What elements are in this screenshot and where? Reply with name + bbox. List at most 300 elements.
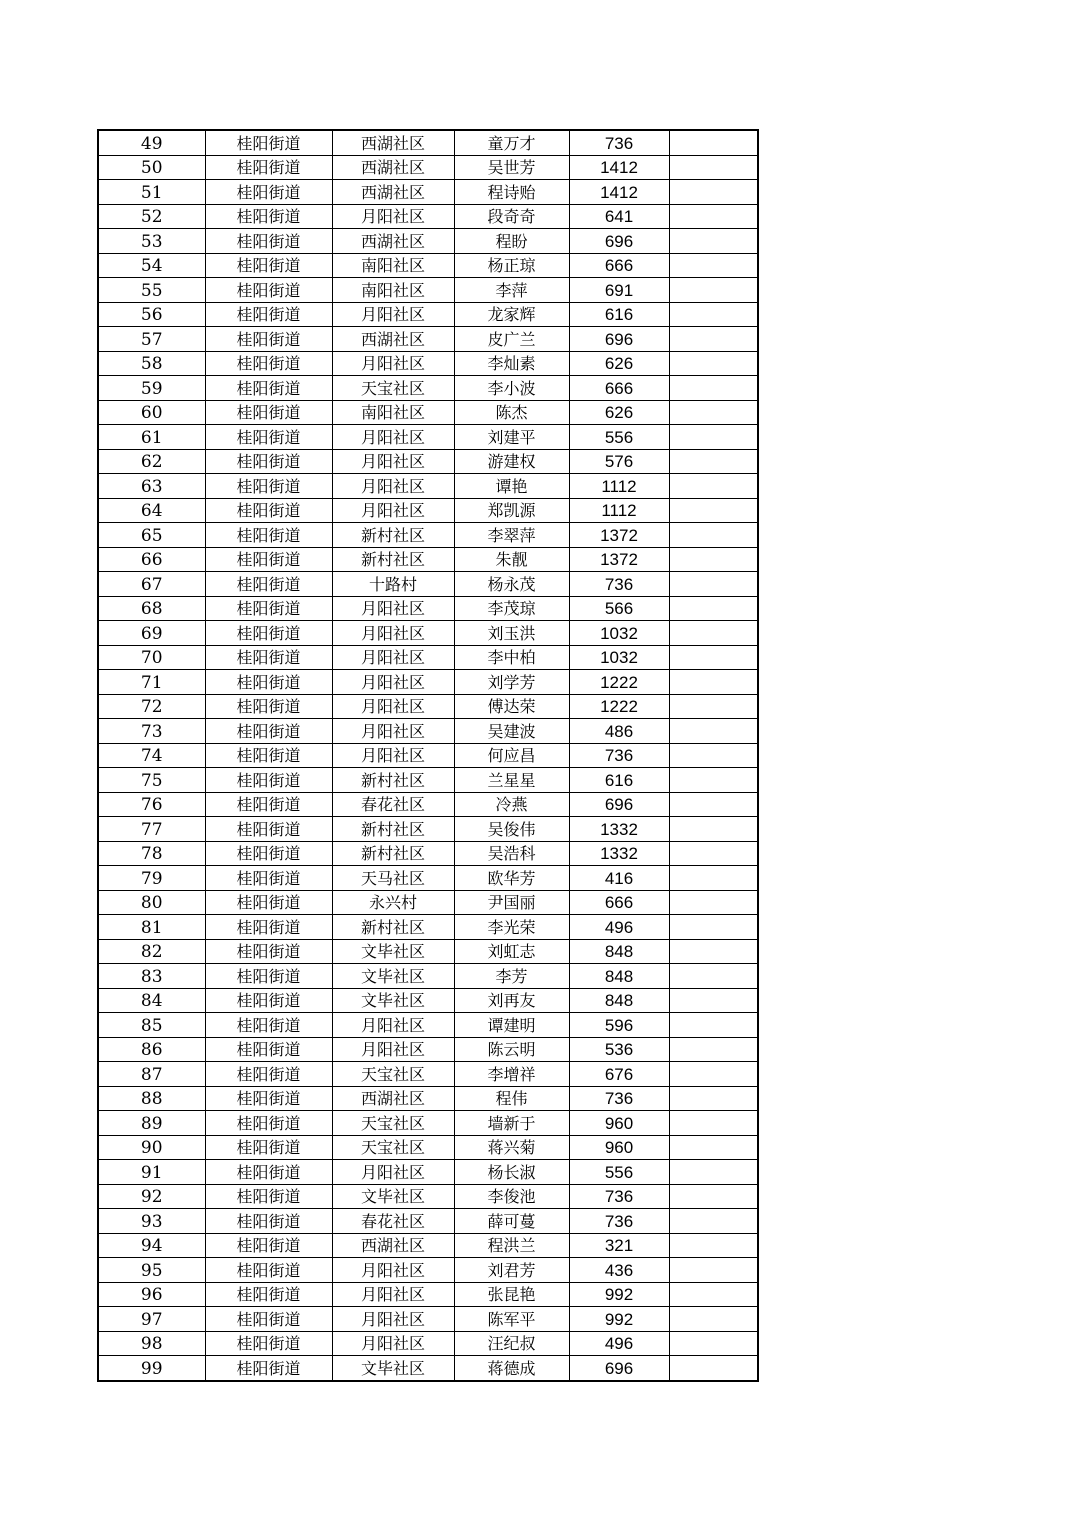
community-cell: 西湖社区: [332, 229, 454, 254]
index-cell: 70: [98, 645, 205, 670]
name-cell: 杨永茂: [454, 572, 569, 597]
amount-cell: 321: [569, 1233, 669, 1258]
amount-cell: 696: [569, 327, 669, 352]
index-cell: 90: [98, 1135, 205, 1160]
index-cell: 49: [98, 130, 205, 155]
table-row: [98, 841, 758, 866]
community-cell: 月阳社区: [332, 351, 454, 376]
index-cell: 95: [98, 1258, 205, 1283]
amount-cell: 1222: [569, 694, 669, 719]
community-cell: 新村社区: [332, 817, 454, 842]
index-cell: 71: [98, 670, 205, 695]
remark-cell: [669, 890, 758, 915]
amount-cell: 736: [569, 1184, 669, 1209]
amount-cell: 736: [569, 572, 669, 597]
remark-cell: [669, 229, 758, 254]
community-cell: 西湖社区: [332, 130, 454, 155]
data-table: [97, 129, 759, 1382]
remark-cell: [669, 1356, 758, 1381]
community-cell: 月阳社区: [332, 694, 454, 719]
name-cell: 吴俊伟: [454, 817, 569, 842]
remark-cell: [669, 278, 758, 303]
table-row: [98, 670, 758, 695]
remark-cell: [669, 1209, 758, 1234]
table-row: [98, 523, 758, 548]
remark-cell: [669, 1233, 758, 1258]
community-cell: 新村社区: [332, 841, 454, 866]
name-cell: 吴浩科: [454, 841, 569, 866]
street-cell: 桂阳街道: [205, 130, 332, 155]
table-row: [98, 915, 758, 940]
street-cell: 桂阳街道: [205, 351, 332, 376]
index-cell: 72: [98, 694, 205, 719]
street-cell: 桂阳街道: [205, 1356, 332, 1381]
index-cell: 86: [98, 1037, 205, 1062]
community-cell: 月阳社区: [332, 1331, 454, 1356]
street-cell: 桂阳街道: [205, 1258, 332, 1283]
amount-cell: 566: [569, 596, 669, 621]
street-cell: 桂阳街道: [205, 645, 332, 670]
amount-cell: 736: [569, 1209, 669, 1234]
street-cell: 桂阳街道: [205, 474, 332, 499]
community-cell: 文毕社区: [332, 939, 454, 964]
table-row: [98, 1258, 758, 1283]
remark-cell: [669, 1160, 758, 1185]
street-cell: 桂阳街道: [205, 915, 332, 940]
community-cell: 月阳社区: [332, 719, 454, 744]
amount-cell: 596: [569, 1013, 669, 1038]
street-cell: 桂阳街道: [205, 866, 332, 891]
community-cell: 春花社区: [332, 792, 454, 817]
remark-cell: [669, 155, 758, 180]
community-cell: 天宝社区: [332, 1062, 454, 1087]
street-cell: 桂阳街道: [205, 768, 332, 793]
name-cell: 李翠萍: [454, 523, 569, 548]
amount-cell: 1112: [569, 498, 669, 523]
community-cell: 文毕社区: [332, 1184, 454, 1209]
community-cell: 月阳社区: [332, 670, 454, 695]
remark-cell: [669, 988, 758, 1013]
index-cell: 65: [98, 523, 205, 548]
community-cell: 西湖社区: [332, 180, 454, 205]
community-cell: 西湖社区: [332, 155, 454, 180]
table-row: [98, 1184, 758, 1209]
remark-cell: [669, 547, 758, 572]
table-row: [98, 1307, 758, 1332]
street-cell: 桂阳街道: [205, 890, 332, 915]
name-cell: 李茂琼: [454, 596, 569, 621]
remark-cell: [669, 1331, 758, 1356]
amount-cell: 1372: [569, 547, 669, 572]
community-cell: 南阳社区: [332, 253, 454, 278]
table-row: [98, 229, 758, 254]
name-cell: 刘再友: [454, 988, 569, 1013]
index-cell: 73: [98, 719, 205, 744]
index-cell: 82: [98, 939, 205, 964]
name-cell: 蒋德成: [454, 1356, 569, 1381]
amount-cell: 641: [569, 204, 669, 229]
name-cell: 李俊池: [454, 1184, 569, 1209]
amount-cell: 1032: [569, 621, 669, 646]
community-cell: 西湖社区: [332, 1086, 454, 1111]
name-cell: 陈军平: [454, 1307, 569, 1332]
table-row: [98, 425, 758, 450]
index-cell: 87: [98, 1062, 205, 1087]
name-cell: 吴建波: [454, 719, 569, 744]
amount-cell: 616: [569, 302, 669, 327]
community-cell: 南阳社区: [332, 278, 454, 303]
table-row: [98, 719, 758, 744]
street-cell: 桂阳街道: [205, 180, 332, 205]
community-cell: 月阳社区: [332, 498, 454, 523]
index-cell: 68: [98, 596, 205, 621]
amount-cell: 696: [569, 229, 669, 254]
remark-cell: [669, 670, 758, 695]
remark-cell: [669, 1258, 758, 1283]
name-cell: 尹国丽: [454, 890, 569, 915]
remark-cell: [669, 719, 758, 744]
street-cell: 桂阳街道: [205, 1086, 332, 1111]
name-cell: 谭建明: [454, 1013, 569, 1038]
index-cell: 54: [98, 253, 205, 278]
street-cell: 桂阳街道: [205, 253, 332, 278]
amount-cell: 1032: [569, 645, 669, 670]
index-cell: 91: [98, 1160, 205, 1185]
remark-cell: [669, 253, 758, 278]
remark-cell: [669, 1135, 758, 1160]
remark-cell: [669, 351, 758, 376]
remark-cell: [669, 180, 758, 205]
table-row: [98, 1331, 758, 1356]
table-row: [98, 572, 758, 597]
community-cell: 月阳社区: [332, 1282, 454, 1307]
table-row: [98, 1013, 758, 1038]
street-cell: 桂阳街道: [205, 572, 332, 597]
community-cell: 月阳社区: [332, 1307, 454, 1332]
index-cell: 60: [98, 400, 205, 425]
remark-cell: [669, 1307, 758, 1332]
community-cell: 十路村: [332, 572, 454, 597]
amount-cell: 666: [569, 253, 669, 278]
community-cell: 新村社区: [332, 547, 454, 572]
amount-cell: 416: [569, 866, 669, 891]
community-cell: 天马社区: [332, 866, 454, 891]
amount-cell: 486: [569, 719, 669, 744]
remark-cell: [669, 400, 758, 425]
name-cell: 李中柏: [454, 645, 569, 670]
name-cell: 段奇奇: [454, 204, 569, 229]
table-row: [98, 376, 758, 401]
index-cell: 63: [98, 474, 205, 499]
index-cell: 53: [98, 229, 205, 254]
index-cell: 93: [98, 1209, 205, 1234]
remark-cell: [669, 327, 758, 352]
table-row: [98, 964, 758, 989]
table-row: [98, 1209, 758, 1234]
table-row: [98, 1160, 758, 1185]
remark-cell: [669, 1062, 758, 1087]
community-cell: 月阳社区: [332, 474, 454, 499]
street-cell: 桂阳街道: [205, 425, 332, 450]
community-cell: 西湖社区: [332, 1233, 454, 1258]
amount-cell: 496: [569, 1331, 669, 1356]
amount-cell: 736: [569, 130, 669, 155]
name-cell: 刘学芳: [454, 670, 569, 695]
table-row: [98, 1356, 758, 1381]
amount-cell: 960: [569, 1111, 669, 1136]
remark-cell: [669, 841, 758, 866]
street-cell: 桂阳街道: [205, 302, 332, 327]
community-cell: 文毕社区: [332, 1356, 454, 1381]
name-cell: 欧华芳: [454, 866, 569, 891]
remark-cell: [669, 449, 758, 474]
index-cell: 67: [98, 572, 205, 597]
community-cell: 永兴村: [332, 890, 454, 915]
street-cell: 桂阳街道: [205, 1233, 332, 1258]
index-cell: 77: [98, 817, 205, 842]
table-row: [98, 768, 758, 793]
index-cell: 94: [98, 1233, 205, 1258]
street-cell: 桂阳街道: [205, 841, 332, 866]
table-row: [98, 1135, 758, 1160]
remark-cell: [669, 596, 758, 621]
name-cell: 汪纪叔: [454, 1331, 569, 1356]
community-cell: 月阳社区: [332, 204, 454, 229]
remark-cell: [669, 964, 758, 989]
community-cell: 月阳社区: [332, 1258, 454, 1283]
street-cell: 桂阳街道: [205, 939, 332, 964]
index-cell: 75: [98, 768, 205, 793]
amount-cell: 1332: [569, 817, 669, 842]
street-cell: 桂阳街道: [205, 229, 332, 254]
name-cell: 程伟: [454, 1086, 569, 1111]
community-cell: 月阳社区: [332, 449, 454, 474]
amount-cell: 848: [569, 939, 669, 964]
community-cell: 月阳社区: [332, 645, 454, 670]
amount-cell: 1412: [569, 180, 669, 205]
index-cell: 56: [98, 302, 205, 327]
street-cell: 桂阳街道: [205, 327, 332, 352]
index-cell: 98: [98, 1331, 205, 1356]
table-row: [98, 596, 758, 621]
community-cell: 月阳社区: [332, 1160, 454, 1185]
table-row: [98, 180, 758, 205]
remark-cell: [669, 768, 758, 793]
name-cell: 皮广兰: [454, 327, 569, 352]
community-cell: 月阳社区: [332, 743, 454, 768]
amount-cell: 666: [569, 376, 669, 401]
remark-cell: [669, 1111, 758, 1136]
remark-cell: [669, 498, 758, 523]
amount-cell: 736: [569, 743, 669, 768]
index-cell: 58: [98, 351, 205, 376]
remark-cell: [669, 621, 758, 646]
amount-cell: 666: [569, 890, 669, 915]
community-cell: 文毕社区: [332, 988, 454, 1013]
community-cell: 文毕社区: [332, 964, 454, 989]
table-row: [98, 988, 758, 1013]
name-cell: 陈云明: [454, 1037, 569, 1062]
remark-cell: [669, 792, 758, 817]
remark-cell: [669, 425, 758, 450]
remark-cell: [669, 376, 758, 401]
name-cell: 薛可蔓: [454, 1209, 569, 1234]
amount-cell: 1412: [569, 155, 669, 180]
remark-cell: [669, 1184, 758, 1209]
street-cell: 桂阳街道: [205, 449, 332, 474]
amount-cell: 626: [569, 351, 669, 376]
street-cell: 桂阳街道: [205, 670, 332, 695]
table-row: [98, 817, 758, 842]
community-cell: 新村社区: [332, 768, 454, 793]
index-cell: 59: [98, 376, 205, 401]
index-cell: 57: [98, 327, 205, 352]
street-cell: 桂阳街道: [205, 1282, 332, 1307]
name-cell: 刘玉洪: [454, 621, 569, 646]
community-cell: 新村社区: [332, 915, 454, 940]
name-cell: 杨长淑: [454, 1160, 569, 1185]
index-cell: 62: [98, 449, 205, 474]
table-row: [98, 278, 758, 303]
table-row: [98, 1037, 758, 1062]
table-row: [98, 327, 758, 352]
amount-cell: 496: [569, 915, 669, 940]
index-cell: 84: [98, 988, 205, 1013]
index-cell: 96: [98, 1282, 205, 1307]
name-cell: 郑凯源: [454, 498, 569, 523]
community-cell: 南阳社区: [332, 400, 454, 425]
name-cell: 谭艳: [454, 474, 569, 499]
amount-cell: 576: [569, 449, 669, 474]
street-cell: 桂阳街道: [205, 1037, 332, 1062]
index-cell: 51: [98, 180, 205, 205]
street-cell: 桂阳街道: [205, 988, 332, 1013]
street-cell: 桂阳街道: [205, 278, 332, 303]
street-cell: 桂阳街道: [205, 964, 332, 989]
street-cell: 桂阳街道: [205, 694, 332, 719]
community-cell: 新村社区: [332, 523, 454, 548]
street-cell: 桂阳街道: [205, 400, 332, 425]
street-cell: 桂阳街道: [205, 204, 332, 229]
street-cell: 桂阳街道: [205, 817, 332, 842]
name-cell: 朱靓: [454, 547, 569, 572]
name-cell: 杨正琼: [454, 253, 569, 278]
name-cell: 李小波: [454, 376, 569, 401]
table-row: [98, 645, 758, 670]
name-cell: 李增祥: [454, 1062, 569, 1087]
street-cell: 桂阳街道: [205, 621, 332, 646]
table-row: [98, 1111, 758, 1136]
name-cell: 傅达荣: [454, 694, 569, 719]
amount-cell: 1332: [569, 841, 669, 866]
street-cell: 桂阳街道: [205, 498, 332, 523]
street-cell: 桂阳街道: [205, 523, 332, 548]
street-cell: 桂阳街道: [205, 1184, 332, 1209]
table-row: [98, 1062, 758, 1087]
community-cell: 月阳社区: [332, 621, 454, 646]
remark-cell: [669, 1086, 758, 1111]
amount-cell: 1222: [569, 670, 669, 695]
name-cell: 李芳: [454, 964, 569, 989]
amount-cell: 691: [569, 278, 669, 303]
remark-cell: [669, 645, 758, 670]
street-cell: 桂阳街道: [205, 1331, 332, 1356]
amount-cell: 616: [569, 768, 669, 793]
index-cell: 99: [98, 1356, 205, 1381]
name-cell: 李灿素: [454, 351, 569, 376]
community-cell: 天宝社区: [332, 1111, 454, 1136]
index-cell: 55: [98, 278, 205, 303]
name-cell: 龙家辉: [454, 302, 569, 327]
street-cell: 桂阳街道: [205, 792, 332, 817]
remark-cell: [669, 572, 758, 597]
table-row: [98, 1233, 758, 1258]
table-row: [98, 253, 758, 278]
street-cell: 桂阳街道: [205, 719, 332, 744]
name-cell: 刘君芳: [454, 1258, 569, 1283]
table-row: [98, 1086, 758, 1111]
table-row: [98, 547, 758, 572]
community-cell: 天宝社区: [332, 376, 454, 401]
amount-cell: 536: [569, 1037, 669, 1062]
index-cell: 64: [98, 498, 205, 523]
name-cell: 童万才: [454, 130, 569, 155]
table-row: [98, 498, 758, 523]
index-cell: 79: [98, 866, 205, 891]
amount-cell: 556: [569, 1160, 669, 1185]
name-cell: 李萍: [454, 278, 569, 303]
table-row: [98, 155, 758, 180]
index-cell: 85: [98, 1013, 205, 1038]
amount-cell: 992: [569, 1282, 669, 1307]
name-cell: 冷燕: [454, 792, 569, 817]
community-cell: 月阳社区: [332, 1013, 454, 1038]
amount-cell: 848: [569, 964, 669, 989]
amount-cell: 1112: [569, 474, 669, 499]
index-cell: 66: [98, 547, 205, 572]
remark-cell: [669, 694, 758, 719]
table-row: [98, 939, 758, 964]
street-cell: 桂阳街道: [205, 155, 332, 180]
index-cell: 88: [98, 1086, 205, 1111]
name-cell: 程洪兰: [454, 1233, 569, 1258]
table-row: [98, 474, 758, 499]
name-cell: 刘建平: [454, 425, 569, 450]
name-cell: 张昆艳: [454, 1282, 569, 1307]
street-cell: 桂阳街道: [205, 1135, 332, 1160]
amount-cell: 1372: [569, 523, 669, 548]
table-row: [98, 866, 758, 891]
table-row: [98, 204, 758, 229]
street-cell: 桂阳街道: [205, 743, 332, 768]
table-row: [98, 130, 758, 155]
community-cell: 天宝社区: [332, 1135, 454, 1160]
remark-cell: [669, 130, 758, 155]
amount-cell: 556: [569, 425, 669, 450]
index-cell: 80: [98, 890, 205, 915]
street-cell: 桂阳街道: [205, 1062, 332, 1087]
amount-cell: 992: [569, 1307, 669, 1332]
index-cell: 81: [98, 915, 205, 940]
remark-cell: [669, 1282, 758, 1307]
street-cell: 桂阳街道: [205, 596, 332, 621]
table-row: [98, 1282, 758, 1307]
index-cell: 74: [98, 743, 205, 768]
remark-cell: [669, 817, 758, 842]
table-row: [98, 792, 758, 817]
index-cell: 61: [98, 425, 205, 450]
index-cell: 97: [98, 1307, 205, 1332]
